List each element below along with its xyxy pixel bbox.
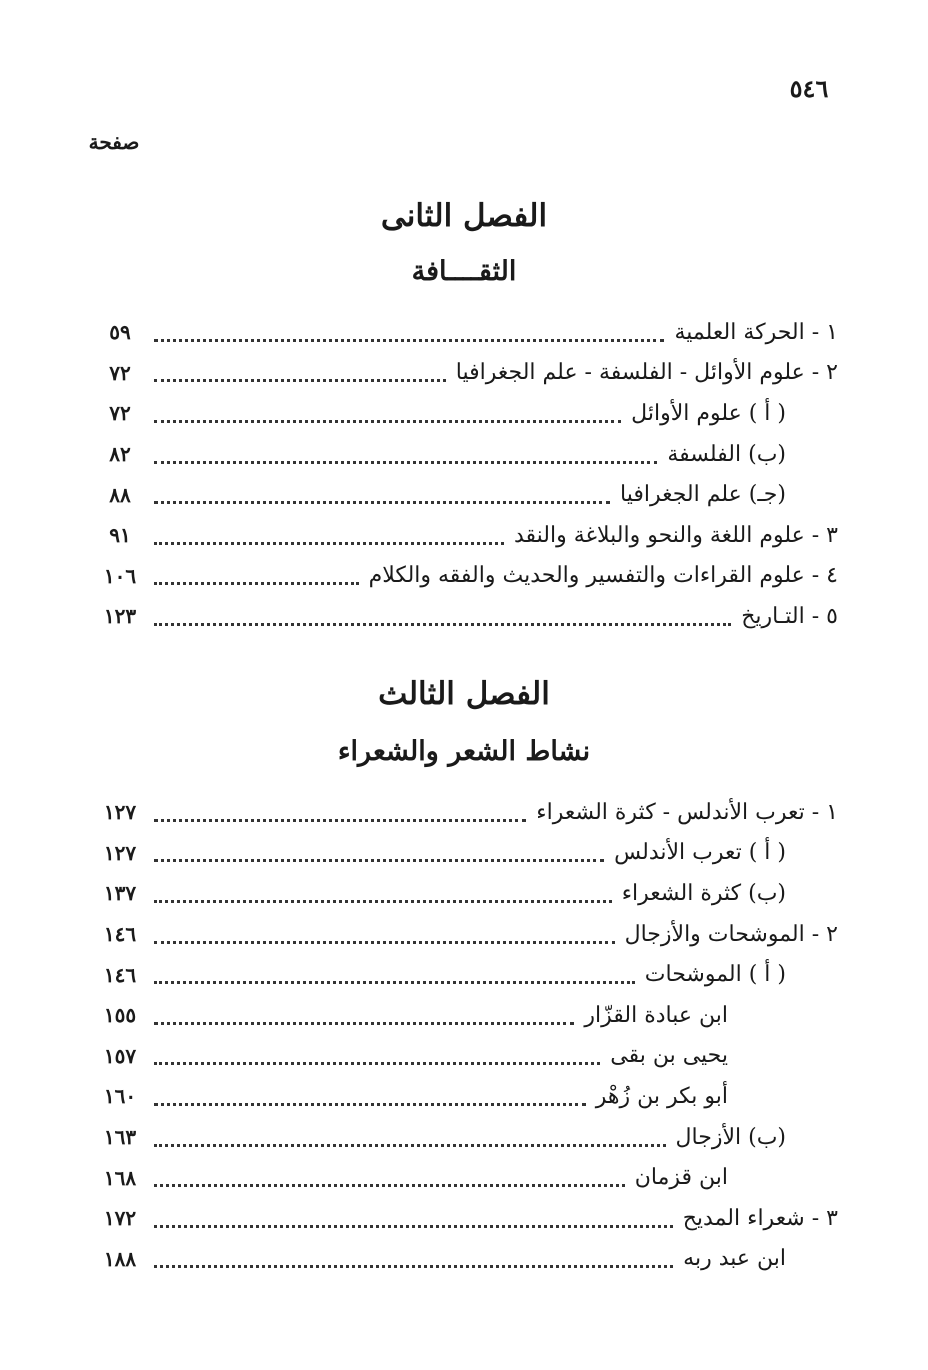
entry-page: ٨٨ (109, 482, 131, 507)
toc-entry[interactable] (90, 596, 838, 637)
toc-entry[interactable] (90, 1239, 838, 1280)
dot-leader (154, 1184, 625, 1187)
entry-page: ١٦٠ (103, 1084, 137, 1109)
dot-leader (154, 819, 526, 822)
dot-leader (154, 859, 604, 862)
toc-entry[interactable] (90, 873, 838, 914)
entry-page: ٧٢ (109, 360, 131, 385)
toc-entry[interactable] (90, 353, 838, 394)
entry-label: (ب) الأزجال (675, 1124, 786, 1150)
entry-label: ٣ - علوم اللغة والنحو والبلاغة والنقد (513, 522, 838, 548)
entry-page: ٩١ (109, 523, 131, 548)
toc-entry[interactable] (90, 312, 838, 353)
entry-label: ٣ - شعراء المديح (682, 1205, 838, 1231)
entry-page: ١٢٣ (103, 604, 137, 629)
toc-entry[interactable] (90, 914, 838, 955)
chapter3-toc (90, 792, 838, 1279)
entry-page: ١٥٥ (103, 1003, 137, 1028)
entry-page: ١٣٧ (103, 881, 137, 906)
entry-page: ١٦٣ (103, 1125, 137, 1150)
entry-page: ٧٢ (109, 401, 131, 426)
dot-leader (154, 1062, 600, 1065)
toc-entry[interactable] (90, 1036, 838, 1077)
chapter3-subtitle: نشاط الشعر والشعراء (337, 736, 591, 767)
entry-label: ابن عبادة القزّار (584, 1002, 728, 1028)
dot-leader (154, 542, 504, 545)
entry-page: ١٧٢ (103, 1206, 137, 1231)
toc-entry[interactable] (90, 954, 838, 995)
toc-entry[interactable] (90, 556, 838, 597)
entry-label: يحيى بن بقى (610, 1043, 728, 1069)
entry-label: (ب) كثرة الشعراء (621, 880, 786, 906)
entry-page: ٥٩ (109, 320, 131, 345)
page-column-label: صفحة (88, 130, 140, 154)
entry-label: ابن عبد ربه (683, 1246, 786, 1272)
entry-label: ابن قزمان (634, 1165, 728, 1191)
dot-leader (154, 339, 664, 342)
dot-leader (154, 1144, 666, 1147)
dot-leader (154, 582, 359, 585)
entry-label: ٤ - علوم القراءات والتفسير والحديث والفقه والكلام (368, 563, 838, 589)
toc-entry[interactable] (90, 1198, 838, 1239)
entry-page: ١٢٧ (103, 800, 137, 825)
entry-label: ٥ - التـاريخ (741, 603, 838, 629)
toc-entry[interactable] (90, 995, 838, 1036)
dot-leader (154, 461, 657, 464)
dot-leader (154, 623, 731, 626)
entry-label: ٢ - علوم الأوائل - الفلسفة - علم الجغرافيا (455, 360, 838, 386)
toc-entry[interactable] (90, 515, 838, 556)
entry-label: ١ - تعرب الأندلس - كثرة الشعراء (536, 799, 838, 825)
dot-leader (154, 420, 621, 423)
dot-leader (154, 379, 446, 382)
entry-label: ( أ ) تعرب الأندلس (614, 840, 786, 866)
dot-leader (154, 900, 612, 903)
entry-label: ( أ ) الموشحات (644, 962, 786, 988)
chapter2-subtitle: الثقــــافة (411, 256, 517, 287)
dot-leader (154, 1103, 586, 1106)
toc-entry[interactable] (90, 474, 838, 515)
entry-label: (ب) الفلسفة (667, 441, 786, 467)
entry-page: ١٤٦ (103, 922, 137, 947)
chapter2-toc (90, 312, 838, 637)
entry-page: ١٨٨ (103, 1246, 137, 1271)
entry-label: ( أ ) علوم الأوائل (631, 400, 786, 426)
chapter3-title: الفصل الثالث (378, 676, 550, 712)
entry-page: ٨٢ (109, 442, 131, 467)
entry-page: ١٥٧ (103, 1043, 137, 1068)
entry-page: ١٦٨ (103, 1165, 137, 1190)
entry-page: ١٢٧ (103, 840, 137, 865)
entry-label: ٢ - الموشحات والأزجال (624, 921, 838, 947)
dot-leader (154, 1265, 673, 1268)
dot-leader (154, 1022, 574, 1025)
dot-leader (154, 981, 635, 984)
toc-entry[interactable] (90, 1157, 838, 1198)
toc-entry[interactable] (90, 393, 838, 434)
entry-page: ١٠٦ (103, 563, 137, 588)
toc-entry[interactable] (90, 1076, 838, 1117)
toc-entry[interactable] (90, 434, 838, 475)
entry-page: ١٤٦ (103, 962, 137, 987)
dot-leader (154, 501, 610, 504)
toc-entry[interactable] (90, 792, 838, 833)
page-number: ٥٤٦ (789, 74, 829, 103)
dot-leader (154, 1225, 673, 1228)
toc-entry[interactable] (90, 1117, 838, 1158)
entry-label: ١ - الحركة العلمية (674, 319, 838, 345)
entry-label: (جـ) علم الجغرافيا (620, 482, 786, 508)
chapter2-title: الفصل الثانى (380, 198, 548, 234)
entry-label: أبو بكر بن زُهْر (595, 1083, 728, 1109)
toc-entry[interactable] (90, 833, 838, 874)
dot-leader (154, 941, 615, 944)
